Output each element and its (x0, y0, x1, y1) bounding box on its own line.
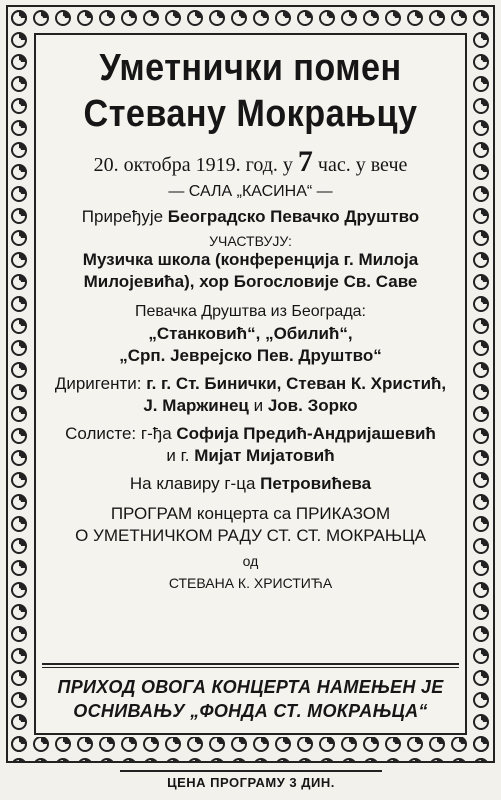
societies-line-2: „Срп. Јеврејско Пев. Друштво“ (119, 346, 382, 365)
content-area (34, 33, 467, 735)
piano-label: На клавиру г-ца (129, 474, 256, 493)
societies-label: Певачка Друштва из Београда: (134, 303, 366, 320)
title-line-2: Стевану Мокрањцу (83, 93, 418, 135)
date-line (36, 145, 465, 179)
title-line-1: Уметнички помен (99, 47, 402, 89)
participants-line-1: Музичка школа (конференција г. Милоја (82, 250, 419, 269)
ornamental-frame (6, 5, 495, 763)
date-text: 20. октобра 1919. год. у (93, 154, 293, 176)
price-label: ЦЕНА ПРОГРАМУ 3 ДИН. (120, 770, 382, 794)
organizer-name: Београдско Певачко Друштво (167, 207, 420, 226)
societies-line-1: „Станковић“, „Обилић“, (148, 324, 353, 343)
conductors-names-1: г. г. Ст. Бинички, Стеван К. Христић, (146, 374, 447, 393)
date-time-text: час. у вече (317, 154, 408, 176)
conductors-label: Диригенти: (54, 374, 142, 393)
soloist-predic: Софија Предић-Андријашевић (176, 424, 436, 443)
soloists-prefix-1: г-ђа (140, 424, 172, 443)
date-hour: 7 (297, 145, 313, 178)
soloist-mijatovic: Мијат Мијатовић (194, 446, 335, 465)
conductors-line-1 (36, 373, 465, 395)
venue: — САЛА „КАСИНА“ — (168, 183, 333, 200)
participants-line-2: Милојевића), хор Богословије Св. Саве (83, 272, 418, 291)
participants-label: УЧАСТВУЈУ: (209, 233, 292, 249)
program-author: СТЕВАНА К. ХРИСТИЋА (168, 575, 333, 591)
pianist-name: Петровићева (260, 474, 372, 493)
conductor-marzinec: Ј. Маржинец (143, 396, 249, 415)
conductor-zorko: Јов. Зорко (267, 396, 358, 415)
organizer-line (36, 207, 465, 227)
program-line-1: ПРОГРАМ концерта са ПРИКАЗОМ (110, 504, 391, 523)
conductors-and: и (253, 396, 264, 415)
soloists-prefix-2: и г. (166, 446, 190, 465)
piano-line (36, 473, 465, 495)
soloists-label: Солисте: (65, 424, 137, 443)
income-line-2: ОСНИВАЊУ „ФОНДА СТ. МОКРАЊЦА“ (73, 701, 428, 721)
income-line-1: ПРИХОД ОВОГА КОНЦЕРТА НАМЕЊЕН ЈЕ (57, 677, 444, 697)
program-od: од (242, 553, 259, 569)
soloists-line-2 (36, 445, 465, 467)
divider-thin (42, 667, 459, 668)
program-line-2: О УМЕТНИЧКОМ РАДУ СТ. СТ. МОКРАЊЦА (75, 526, 426, 545)
organizer-label: Приређује (81, 207, 164, 226)
divider-thick (42, 663, 459, 665)
soloists-line-1 (36, 423, 465, 445)
conductors-line-2 (36, 395, 465, 417)
income-notice (36, 675, 465, 723)
